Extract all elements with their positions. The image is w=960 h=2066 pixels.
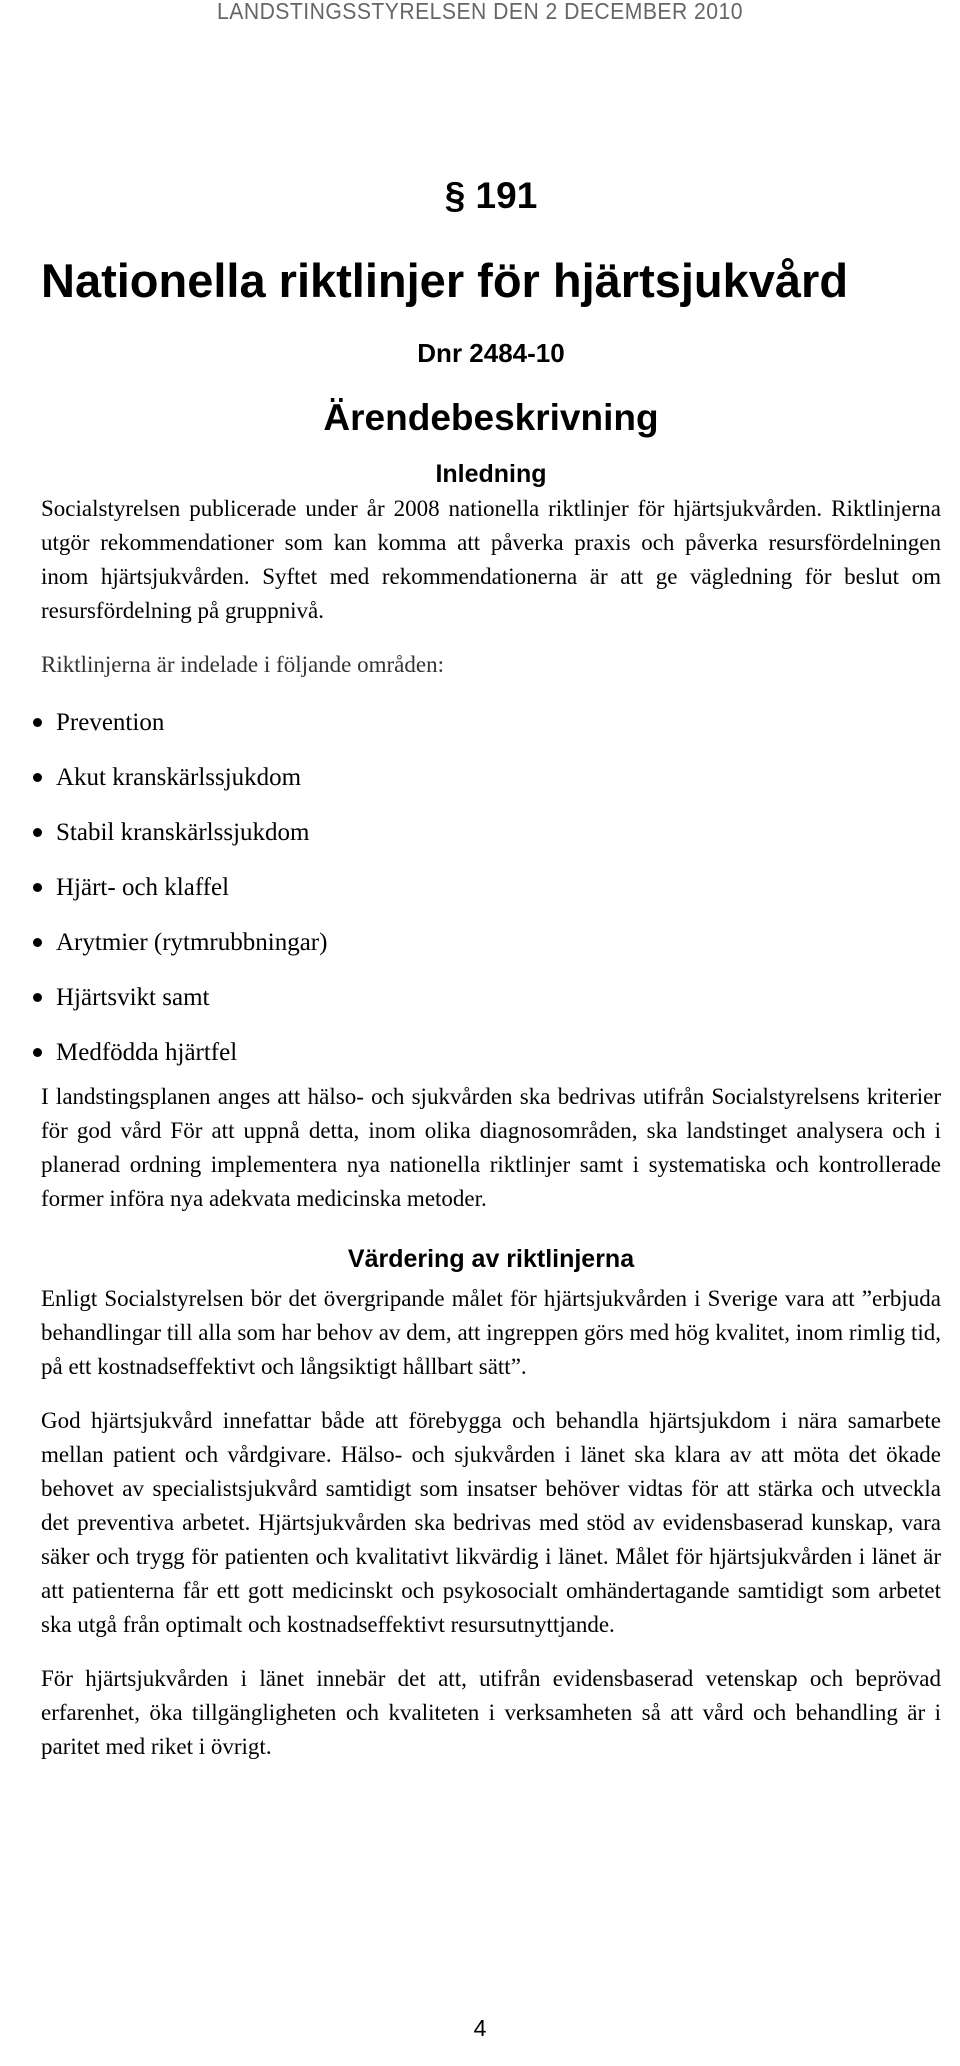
list-item [41,805,941,860]
list-item-label: Medfödda hjärtfel [56,1039,238,1067]
introduction-paragraph: Socialstyrelsen publicerade under år 2008 nationella riktlinjer för hjärtsjukvården. Riktlinjerna utgör rekommendationer som kan komma att påverka praxis och påverka resursfördelningen inom hjärtsjukvården. Syftet med rekommendationerna är att ge vägledning för beslut om resursfördelning på gruppnivå. [41,496,941,624]
document-body [41,170,941,1764]
areas-intro: Riktlinjerna är indelade i följande områden: [41,652,444,678]
section-number: § 191 [444,175,538,216]
landstingsplan-paragraph: I landstingsplanen anges att hälso- och sjukvården ska bedrivas utifrån Socialstyrelsens kriterier för god vård För att uppnå detta, inom olika diagnosområden, ska landstinget analysera och i planerad ordning implementera nya nationella riktlinjer samt i systematiska och kontrollerade former införa nya adekvata medicinska metoder. [41,1084,941,1212]
bullet-icon [33,773,42,782]
evaluation-heading: Värdering av riktlinjerna [347,1245,635,1274]
areas-list [41,695,941,1080]
list-item-label: Hjärtsvikt samt [56,984,210,1012]
page-number: 4 [473,2015,487,2041]
list-item-label: Stabil kranskärlssjukdom [56,819,310,847]
document-title: Nationella riktlinjer för hjärtsjukvård [41,253,849,307]
bullet-icon [33,883,42,892]
bullet-icon [33,828,42,837]
evaluation-paragraph-3: För hjärtsjukvården i länet innebär det att, utifrån evidensbaserad vetenskap och beprövad erfarenhet, öka tillgängligheten och kvaliteten i verksamheten så att vård och behandling är i paritet med riket i övrigt. [41,1665,941,1759]
introduction-heading: Inledning [435,459,547,488]
list-item-label: Prevention [56,709,165,737]
page-header: LANDSTINGSSTYRELSEN DEN 2 DECEMBER 2010 [217,0,743,24]
list-item-label: Akut kranskärlssjukdom [56,764,302,792]
areas-list-wrapper [41,695,941,1080]
bullet-icon [33,993,42,1002]
list-item [41,695,941,750]
list-item [41,750,941,805]
bullet-icon [33,938,42,947]
evaluation-paragraph-2: God hjärtsjukvård innefattar både att förebygga och behandla hjärtsjukdom i nära samarbete mellan patient och vårdgivare. Hälso- och sjukvården i länet ska klara av att möta det ökade behovet av specialistsjukvård samtidigt som insatser behöver vidtas för att stärka och utveckla det preventiva arbetet. Hjärtsjukvården ska bedrivas med stöd av evidensbaserad kunskap, vara säker och trygg för patienten och kvalitativt likvärdig i länet. Målet för hjärtsjukvården i länet är att patienterna får ett gott medicinskt och psykosocialt omhändertagande samtidigt som arbetet ska utgå från optimalt och kostnadseffektivt resursutnyttjande. [41,1407,941,1637]
registration-number: Dnr 2484-10 [417,338,565,369]
list-item [41,970,941,1025]
list-item-label: Arytmier (rytmrubbningar) [56,929,328,957]
bullet-icon [33,718,42,727]
bullet-icon [33,1048,42,1057]
case-description-heading: Ärendebeskrivning [323,396,659,438]
list-item [41,860,941,915]
list-item [41,1025,941,1080]
evaluation-paragraph-1: Enligt Socialstyrelsen bör det övergripande målet för hjärtsjukvården i Sverige vara att ”erbjuda behandlingar till alla som har behov av dem, att ingreppen görs med hög kvalitet, inom rimlig tid, på ett kostnadseffektivt och långsiktigt hållbart sätt”. [41,1285,941,1379]
list-item [41,915,941,970]
list-item-label: Hjärt- och klaffel [56,874,230,902]
